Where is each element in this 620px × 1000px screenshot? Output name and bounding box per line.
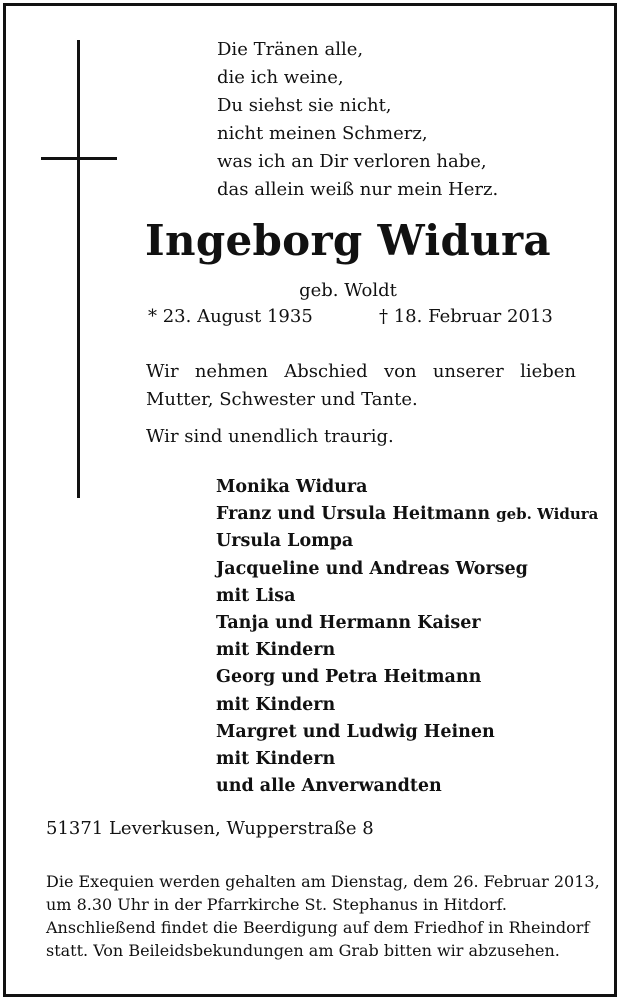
poem-line: Die Tränen alle, [217, 39, 364, 60]
service-line: Die Exequien werden gehalten am Dienstag, dem 26. Februar 2013, [46, 872, 600, 891]
mourner-note: geb. Widura [496, 505, 599, 524]
mourner-entry: mit Kindern [216, 640, 336, 661]
mourners-list [216, 474, 598, 800]
mourner-entry: Georg und Petra Heitmann [216, 667, 482, 688]
mourner-entry: Franz und Ursula Heitmann geb. Widura [216, 504, 599, 525]
farewell-text: Wir nehmen Abschied von unserer lieben Mutter, Schwester und Tante. [146, 361, 576, 410]
mourner-entry: und alle Anverwandten [216, 776, 442, 797]
cross-horizontal-bar [41, 157, 117, 160]
mourner-entry: Margret und Ludwig Heinen [216, 721, 495, 742]
death-date: † 18. Februar 2013 [379, 306, 553, 327]
mourner-entry: Monika Widura [216, 477, 368, 497]
birth-date: * 23. August 1935 [148, 306, 313, 327]
poem-line: nicht meinen Schmerz, [217, 123, 428, 144]
mourner-entry: mit Kindern [216, 694, 336, 715]
service-line: Anschließend findet die Beerdigung auf dem Friedhof in Rheindorf [46, 918, 590, 937]
deceased-name: Ingeborg Widura [145, 216, 551, 265]
mourner-entry: mit Kindern [216, 749, 336, 770]
mourner-entry: mit Lisa [216, 585, 296, 606]
mourner-entry: Jacqueline und Andreas Worseg [216, 558, 528, 579]
poem-line: was ich an Dir verloren habe, [217, 151, 487, 172]
cross-vertical-bar [77, 40, 80, 498]
poem-line: das allein weiß nur mein Herz. [217, 179, 499, 200]
service-info [46, 870, 600, 962]
service-line: um 8.30 Uhr in der Pfarrkirche St. Stephanus in Hitdorf. [46, 895, 507, 914]
grief-text: Wir sind unendlich traurig. [146, 426, 394, 447]
mourner-entry: Tanja und Hermann Kaiser [216, 613, 481, 634]
address: 51371 Leverkusen, Wupperstraße 8 [46, 818, 374, 839]
poem [217, 36, 498, 204]
mourner-entry: Ursula Lompa [216, 531, 354, 552]
born-name: geb. Woldt [299, 280, 397, 301]
poem-line: Du siehst sie nicht, [217, 95, 392, 116]
poem-line: die ich weine, [217, 67, 344, 88]
service-line: statt. Von Beileidsbekundungen am Grab bitten wir abzusehen. [46, 941, 560, 960]
